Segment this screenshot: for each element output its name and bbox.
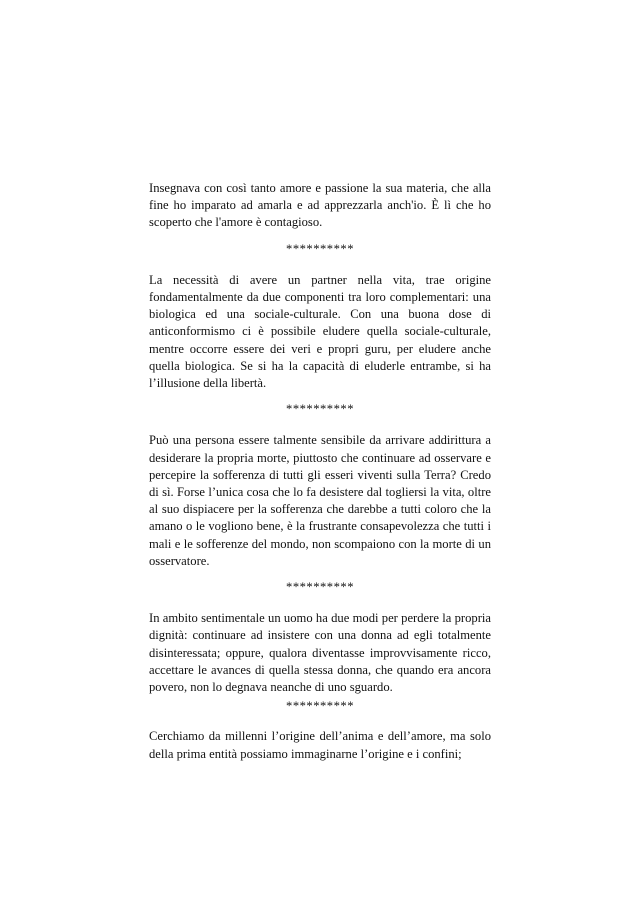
- paragraph-sentimental-dignity: In ambito sentimentale un uomo ha due modi per perdere la propria dignità: continuare ad insistere con una donna ad egli totalmente disinteressata; oppure, qualora diventasse improvvisamente ricco, accettare le avances di quella stessa donna, che quando era ancora povero, non lo degnava neanche di uno sguardo.: [149, 611, 491, 695]
- section-separator: **********: [286, 580, 354, 595]
- paragraph-teacher-love: Insegnava con così tanto amore e passione la sua materia, che alla fine ho imparato ad amarla e ad apprezzarla anch'io. È lì che ho scoperto che l'amore è contagioso.: [149, 181, 491, 230]
- section-separator: **********: [286, 402, 354, 417]
- section-separator: **********: [286, 699, 354, 714]
- document-page: [149, 180, 491, 763]
- paragraph-partner-necessity: La necessità di avere un partner nella vita, trae origine fondamentalmente da due componenti tra loro complementari: una biologica ed una sociale-culturale. Con una buona dose di anticonformismo ci è possibile eludere quella sociale-culturale, mentre occorre essere dei veri e propri guru, per eludere anche quella biologica. Se si ha la capacità di eluderle entrambe, si ha l’illusione della libertà.: [149, 272, 491, 391]
- paragraph-soul-origin: Cerchiamo da millenni l’origine dell’anima e dell’amore, ma solo della prima entità possiamo immaginarne l’origine e i confini;: [149, 729, 491, 761]
- paragraph-sensitive-person: Può una persona essere talmente sensibile da arrivare addirittura a desiderare la propria morte, piuttosto che continuare ad osservare e percepire la sofferenza di tutti gli esseri viventi sulla Terra? Credo di sì. Forse l’unica cosa che lo fa desistere dal togliersi la vita, oltre al suo dispiacere per la sofferenza che darebbe a tutti coloro che la amano o le vogliono bene, è la frustrante consapevolezza che tutti i mali e le sofferenze del mondo, non scompaiono con la morte di un osservatore.: [149, 433, 491, 568]
- section-separator: **********: [286, 241, 354, 256]
